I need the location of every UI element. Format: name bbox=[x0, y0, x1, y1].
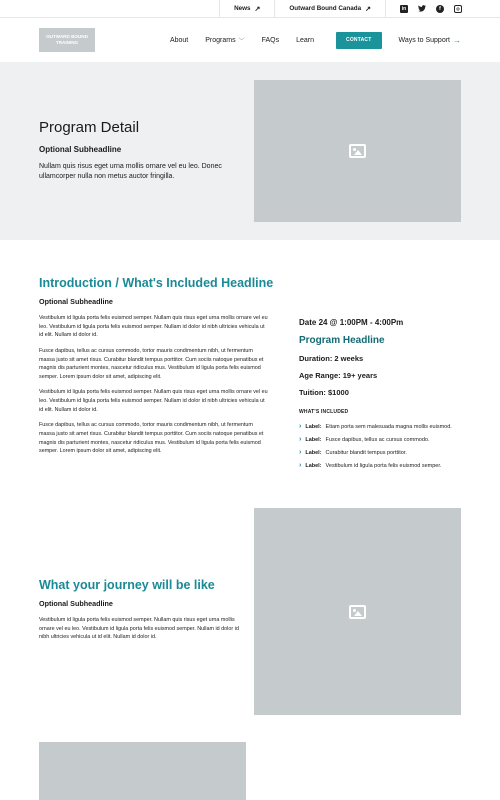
intro-paragraph: Fusce dapibus, tellus ac cursus commodo, tortor mauris condimentum nibh, ut fermentum massa justo sit amet risus. Curabitur blandit tempus porttitor. Cum sociis natoque penatibus et magnis dis parturient montes, nascetur ridiculus mus. Vestibulum id ligula porta felis euismod semper. Lorem ipsum dolor sit amet, adipiscing elit. bbox=[39, 422, 264, 455]
instagram-icon[interactable] bbox=[454, 5, 462, 13]
arrow-right-icon: → bbox=[453, 35, 461, 45]
facebook-icon[interactable]: f bbox=[436, 5, 444, 13]
list-item: › Label: Curabitur blandit tempus porttitor. bbox=[299, 449, 407, 456]
external-link-icon: ↗ bbox=[254, 5, 261, 13]
whats-included-heading: WHAT'S INCLUDED bbox=[299, 409, 349, 415]
chevron-right-icon: › bbox=[299, 462, 302, 469]
program-headline: Program Headline bbox=[299, 335, 385, 346]
journey-section bbox=[39, 578, 249, 649]
hero-subtitle: Optional Subheadline bbox=[39, 145, 122, 154]
journey-image-placeholder bbox=[254, 508, 461, 715]
program-tuition: Tuition: $1000 bbox=[299, 388, 349, 397]
chevron-right-icon: › bbox=[299, 436, 302, 443]
hero-text bbox=[39, 119, 239, 182]
main-header bbox=[0, 18, 500, 62]
main-nav bbox=[153, 32, 461, 49]
hero-section bbox=[0, 62, 500, 240]
nav-faqs[interactable]: FAQs bbox=[261, 36, 280, 44]
image-icon bbox=[349, 144, 366, 158]
intro-paragraph: Vestibulum id ligula porta felis euismod semper. Nullam quis risus eget urna mollis ornare vel eu leo. Vestibulum id ligula porta felis euismod semper. Nullam id dolor id nibh ultricies vehicula ut id elit. Nullam id dolor id. bbox=[39, 389, 268, 413]
chevron-right-icon: › bbox=[299, 449, 302, 456]
list-item: › Label: Fusce dapibus, tellus ac cursus commodo. bbox=[299, 436, 430, 443]
nav-about[interactable]: About bbox=[169, 36, 189, 44]
chevron-down-icon: ﹀ bbox=[238, 38, 245, 45]
twitter-icon[interactable] bbox=[418, 5, 426, 13]
program-date: Date 24 @ 1:00PM - 4:00Pm bbox=[299, 318, 404, 327]
image-icon bbox=[349, 605, 366, 619]
program-details bbox=[299, 318, 469, 475]
intro-section bbox=[39, 276, 274, 463]
contact-button[interactable]: CONTACT bbox=[336, 32, 381, 49]
list-item: › Label: Vestibulum id ligula porta felis euismod semper. bbox=[299, 462, 442, 469]
intro-headline: Introduction / What's Included Headline bbox=[39, 276, 274, 290]
journey-paragraph: Vestibulum id ligula porta felis euismod semper. Nullam quis risus eget urna mollis ornare vel eu leo. Vestibulum id ligula porta felis euismod semper. Nullam id dolor id nibh ultricies vehicula ut id elit. Nullam id dolor id. bbox=[39, 617, 239, 641]
intro-paragraph: Vestibulum id ligula porta felis euismod semper. Nullam quis risus eget urna mollis ornare vel eu leo. Vestibulum id ligula porta felis euismod semper. Nullam id dolor id nibh ultricies vehicula ut id elit. Nullam id dolor id. bbox=[39, 315, 268, 339]
site-logo[interactable]: OUTWARD BOUND TRAINING bbox=[39, 28, 95, 52]
nav-learn[interactable]: Learn bbox=[296, 36, 315, 44]
list-item: › Label: Etiam porta sem malesuada magna mollis euismod. bbox=[299, 423, 452, 430]
nav-ways-to-support[interactable]: Ways to Support → bbox=[398, 35, 461, 45]
hero-description: Nullam quis risus eget urna mollis ornare vel eu leo. Donec ullamcorper nulla non metus auctor fringilla. bbox=[39, 163, 222, 181]
bottom-image-placeholder bbox=[39, 742, 246, 800]
news-link[interactable]: News ↗ bbox=[219, 0, 274, 17]
page-title: Program Detail bbox=[39, 119, 140, 136]
hero-image-placeholder bbox=[254, 80, 461, 222]
outward-bound-canada-link[interactable]: Outward Bound Canada ↗ bbox=[274, 0, 385, 17]
program-age-range: Age Range: 19+ years bbox=[299, 371, 378, 380]
nav-programs[interactable]: Programs ﹀ bbox=[205, 36, 245, 45]
included-list bbox=[299, 423, 469, 469]
intro-paragraph: Fusce dapibus, tellus ac cursus commodo, tortor mauris condimentum nibh, ut fermentum massa justo sit amet risus. Curabitur blandit tempus porttitor. Cum sociis natoque penatibus et magnis dis parturient montes, nascetur ridiculus mus. Vestibulum id ligula porta felis euismod semper. Lorem ipsum dolor sit amet, adipiscing elit. bbox=[39, 347, 264, 380]
journey-headline: What your journey will be like bbox=[39, 578, 215, 592]
social-links bbox=[385, 0, 500, 17]
linkedin-icon[interactable]: in bbox=[401, 5, 407, 12]
utility-bar bbox=[0, 0, 500, 18]
external-link-icon: ↗ bbox=[365, 5, 371, 13]
program-duration: Duration: 2 weeks bbox=[299, 354, 364, 363]
chevron-right-icon: › bbox=[299, 423, 302, 430]
journey-subtitle: Optional Subheadline bbox=[39, 599, 113, 608]
intro-subtitle: Optional Subheadline bbox=[39, 297, 113, 306]
